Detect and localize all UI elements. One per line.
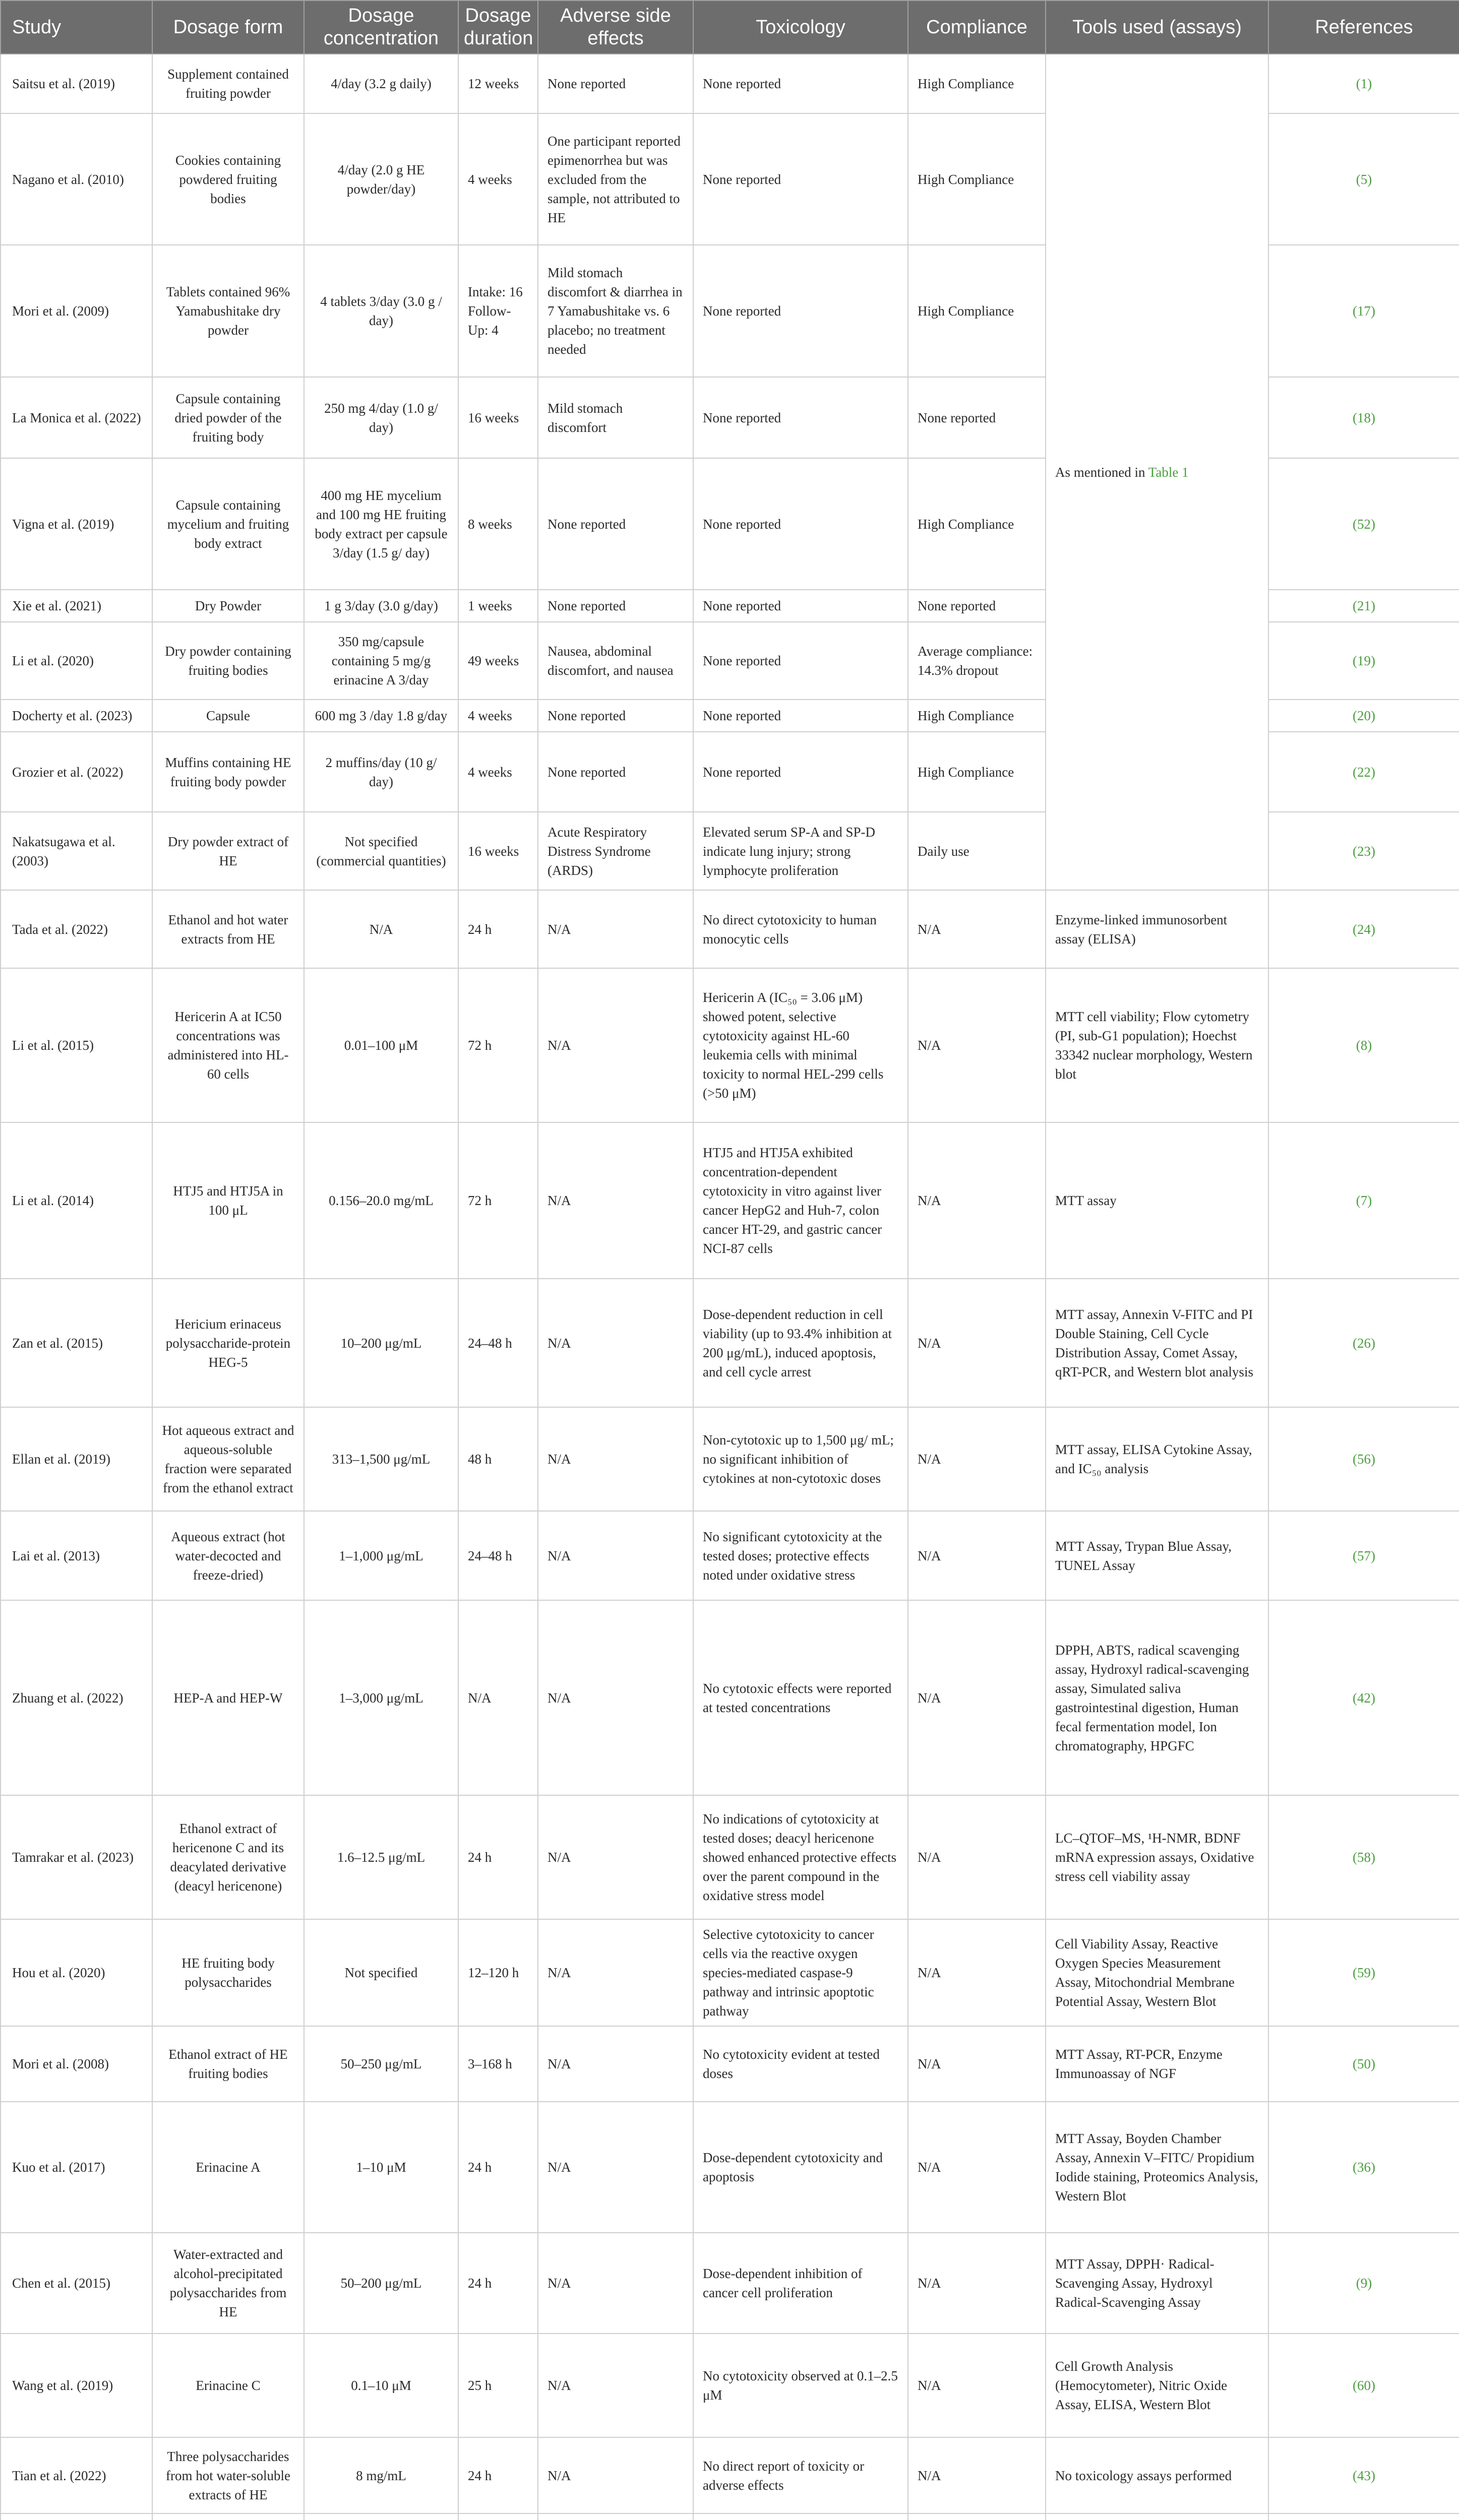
dosage-duration-cell: 24–48 h bbox=[458, 1511, 538, 1600]
toxicology-cell: No cytotoxic effects were reported at tested concentrations bbox=[693, 1600, 908, 1795]
toxicology-cell bbox=[693, 2513, 908, 2520]
study-cell: Xie et al. (2021) bbox=[1, 590, 152, 622]
toxicology-cell: None reported bbox=[693, 700, 908, 732]
dosage-duration-cell: 16 weeks bbox=[458, 812, 538, 890]
toxicology-cell: No cytotoxicity observed at 0.1–2.5 μM bbox=[693, 2334, 908, 2437]
table-row bbox=[1, 2233, 1459, 2334]
dosage-form-cell: HEP-A and HEP-W bbox=[152, 1600, 304, 1795]
adverse-effects-cell: None reported bbox=[538, 458, 693, 590]
study-cell: Li et al. (2015) bbox=[1, 968, 152, 1122]
tools-cell: MTT assay bbox=[1046, 1122, 1268, 1279]
compliance-cell: N/A bbox=[908, 2233, 1046, 2334]
compliance-cell: N/A bbox=[908, 2334, 1046, 2437]
study-cell: Lai et al. (2013) bbox=[1, 1511, 152, 1600]
compliance-cell: Daily use bbox=[908, 812, 1046, 890]
study-cell: Nakatsugawa et al. (2003) bbox=[1, 812, 152, 890]
study-cell: Mori et al. (2008) bbox=[1, 2026, 152, 2102]
header-references: References bbox=[1268, 1, 1459, 54]
dosage-form-cell: Muffins containing HE fruiting body powder bbox=[152, 732, 304, 812]
adverse-effects-cell: N/A bbox=[538, 1795, 693, 1919]
dosage-form-cell: Cookies containing powdered fruiting bodies bbox=[152, 113, 304, 245]
adverse-effects-cell: N/A bbox=[538, 2026, 693, 2102]
study-cell: Wang et al. (2019) bbox=[1, 2334, 152, 2437]
reference-cell: (24) bbox=[1268, 890, 1459, 968]
toxicology-cell: Dose-dependent cytotoxicity and apoptosis bbox=[693, 2102, 908, 2233]
tools-cell: MTT Assay, DPPH· Radical-Scavenging Assay, Hydroxyl Radical-Scavenging Assay bbox=[1046, 2233, 1268, 2334]
header-dosage-concentration: Dosage concentration bbox=[304, 1, 458, 54]
tools-merged-cell bbox=[1046, 54, 1268, 890]
table-row bbox=[1, 54, 1459, 113]
reference-link[interactable]: 19 bbox=[1357, 653, 1371, 668]
dosage-duration-cell: 16 weeks bbox=[458, 377, 538, 458]
toxicology-cell: No significant cytotoxicity at the tested doses; protective effects noted under oxidative stress bbox=[693, 1511, 908, 1600]
toxicology-cell: Dose-dependent reduction in cell viability (up to 93.4% inhibition at 200 μg/mL), induced apoptosis, and cell cycle arrest bbox=[693, 1279, 908, 1407]
study-cell: Zan et al. (2015) bbox=[1, 1279, 152, 1407]
dosage-duration-cell: 12 weeks bbox=[458, 54, 538, 113]
compliance-cell: Average compliance: 14.3% dropout bbox=[908, 622, 1046, 700]
dosage-concentration-cell: 4/day (3.2 g daily) bbox=[304, 54, 458, 113]
compliance-cell: N/A bbox=[908, 1600, 1046, 1795]
dosage-duration-cell: 72 h bbox=[458, 968, 538, 1122]
adverse-effects-cell: N/A bbox=[538, 968, 693, 1122]
toxicology-cell: None reported bbox=[693, 54, 908, 113]
header-row bbox=[1, 1, 1459, 54]
reference-cell: (43) bbox=[1268, 2437, 1459, 2513]
reference-link[interactable]: 23 bbox=[1357, 843, 1371, 859]
dosage-form-cell: Dry Powder bbox=[152, 590, 304, 622]
compliance-cell: N/A bbox=[908, 1279, 1046, 1407]
dosage-duration-cell: 4 weeks bbox=[458, 700, 538, 732]
tools-cell: Enzyme-linked immunosorbent assay (ELISA) bbox=[1046, 890, 1268, 968]
compliance-cell: N/A bbox=[908, 890, 1046, 968]
reference-cell: (20) bbox=[1268, 700, 1459, 732]
header-study: Study bbox=[1, 1, 152, 54]
dosage-concentration-cell: 10–200 μg/mL bbox=[304, 1279, 458, 1407]
dosage-form-cell: Erinacine A bbox=[152, 2102, 304, 2233]
dosage-form-cell: Ethanol and hot water extracts from HE bbox=[152, 890, 304, 968]
tools-cell: MTT Assay, Boyden Chamber Assay, Annexin V–FITC/ Propidium Iodide staining, Proteomics Analysis, Western Blot bbox=[1046, 2102, 1268, 2233]
reference-link[interactable]: 18 bbox=[1357, 410, 1371, 425]
study-cell: Saitsu et al. (2019) bbox=[1, 54, 152, 113]
header-dosage-form: Dosage form bbox=[152, 1, 304, 54]
study-cell: Kuo et al. (2017) bbox=[1, 2102, 152, 2233]
toxicology-cell: None reported bbox=[693, 590, 908, 622]
reference-cell: (60) bbox=[1268, 2334, 1459, 2437]
table-row bbox=[1, 968, 1459, 1122]
table-row bbox=[1, 1279, 1459, 1407]
table-row bbox=[1, 1600, 1459, 1795]
reference-link[interactable]: 5 bbox=[1360, 171, 1368, 187]
reference-link[interactable]: 9 bbox=[1360, 2276, 1368, 2291]
table-row bbox=[1, 2026, 1459, 2102]
reference-cell: (5) bbox=[1268, 113, 1459, 245]
adverse-effects-cell: N/A bbox=[538, 1279, 693, 1407]
reference-link[interactable]: 22 bbox=[1357, 764, 1371, 780]
adverse-effects-cell: N/A bbox=[538, 1122, 693, 1279]
dosage-duration-cell: 3–168 h bbox=[458, 2026, 538, 2102]
dosage-form-cell: Hot aqueous extract and aqueous-soluble fraction were separated from the ethanol extract bbox=[152, 1407, 304, 1511]
adverse-effects-cell: Nausea, abdominal discomfort, and nausea bbox=[538, 622, 693, 700]
dosage-form-cell: HE fruiting body polysaccharides bbox=[152, 1919, 304, 2026]
compliance-cell: N/A bbox=[908, 1122, 1046, 1279]
dosage-duration-cell: N/A bbox=[458, 1600, 538, 1795]
adverse-effects-cell: One participant reported epimenorrhea but was excluded from the sample, not attributed to HE bbox=[538, 113, 693, 245]
study-cell: Nagano et al. (2010) bbox=[1, 113, 152, 245]
table-1-link[interactable]: Table 1 bbox=[1148, 464, 1189, 480]
compliance-cell: N/A bbox=[908, 968, 1046, 1122]
study-cell: La Monica et al. (2022) bbox=[1, 377, 152, 458]
dosage-concentration-cell: 350 mg/capsule containing 5 mg/g erinacine A 3/day bbox=[304, 622, 458, 700]
dosage-duration-cell: 24 h bbox=[458, 1795, 538, 1919]
toxicology-cell: None reported bbox=[693, 245, 908, 377]
reference-cell: (7) bbox=[1268, 1122, 1459, 1279]
dosage-duration-cell: 24 h bbox=[458, 2233, 538, 2334]
reference-cell: (21) bbox=[1268, 590, 1459, 622]
reference-cell: (8) bbox=[1268, 968, 1459, 1122]
reference-cell: (23) bbox=[1268, 812, 1459, 890]
dosage-duration-cell: 4 weeks bbox=[458, 113, 538, 245]
dosage-form-cell: Tablets contained 96% Yamabushitake dry powder bbox=[152, 245, 304, 377]
dosage-duration-cell: Intake: 16 Follow-Up: 4 bbox=[458, 245, 538, 377]
table-row bbox=[1, 2102, 1459, 2233]
tools-cell: MTT cell viability; Flow cytometry (PI, sub-G1 population); Hoechst 33342 nuclear morphology, Western blot bbox=[1046, 968, 1268, 1122]
study-cell: Tada et al. (2022) bbox=[1, 890, 152, 968]
reference-cell: (18) bbox=[1268, 377, 1459, 458]
study-cell: Vigna et al. (2019) bbox=[1, 458, 152, 590]
dosage-form-cell: Hericerin A at IC50 concentrations was administered into HL-60 cells bbox=[152, 968, 304, 1122]
dosage-form-cell: Three polysaccharides from hot water-soluble extracts of HE bbox=[152, 2437, 304, 2513]
tools-cell: MTT Assay, Trypan Blue Assay, TUNEL Assay bbox=[1046, 1511, 1268, 1600]
dosage-concentration-cell: N/A bbox=[304, 890, 458, 968]
study-cell: Tian et al. (2022) bbox=[1, 2437, 152, 2513]
adverse-effects-cell: None reported bbox=[538, 700, 693, 732]
header-tools-used: Tools used (assays) bbox=[1046, 1, 1268, 54]
reference-link[interactable]: 24 bbox=[1357, 921, 1371, 937]
reference-cell: (17) bbox=[1268, 245, 1459, 377]
dosage-concentration-cell bbox=[304, 2513, 458, 2520]
adverse-effects-cell: Mild stomach discomfort & diarrhea in 7 Yamabushitake vs. 6 placebo; no treatment needed bbox=[538, 245, 693, 377]
reference-cell: (9) bbox=[1268, 2233, 1459, 2334]
toxicology-cell: No direct report of toxicity or adverse effects bbox=[693, 2437, 908, 2513]
table-row bbox=[1, 2513, 1459, 2520]
dosage-concentration-cell: 1–10 μM bbox=[304, 2102, 458, 2233]
header-dosage-duration: Dosage duration bbox=[458, 1, 538, 54]
tools-cell: LC–QTOF–MS, ¹H-NMR, BDNF mRNA expression assays, Oxidative stress cell viability assay bbox=[1046, 1795, 1268, 1919]
reference-link[interactable]: 20 bbox=[1357, 708, 1371, 723]
reference-link[interactable]: 58 bbox=[1357, 1850, 1371, 1865]
tools-cell: MTT assay, Annexin V-FITC and PI Double Staining, Cell Cycle Distribution Assay, Comet Assay, qRT-PCR, and Western blot analysis bbox=[1046, 1279, 1268, 1407]
dosage-concentration-cell: 1–3,000 μg/mL bbox=[304, 1600, 458, 1795]
dosage-concentration-cell: 1–1,000 μg/mL bbox=[304, 1511, 458, 1600]
dosage-concentration-cell: Not specified (commercial quantities) bbox=[304, 812, 458, 890]
study-cell: Docherty et al. (2023) bbox=[1, 700, 152, 732]
reference-cell: (26) bbox=[1268, 1279, 1459, 1407]
header-compliance: Compliance bbox=[908, 1, 1046, 54]
reference-cell: (1) bbox=[1268, 54, 1459, 113]
adverse-effects-cell: N/A bbox=[538, 2102, 693, 2233]
reference-link[interactable]: 60 bbox=[1357, 2378, 1371, 2393]
adverse-effects-cell: N/A bbox=[538, 890, 693, 968]
dosage-form-cell: Water-extracted and alcohol-precipitated polysaccharides from HE bbox=[152, 2233, 304, 2334]
table-body bbox=[1, 54, 1459, 2520]
table-row bbox=[1, 890, 1459, 968]
adverse-effects-cell: N/A bbox=[538, 2233, 693, 2334]
dosage-form-cell: Supplement contained fruiting powder bbox=[152, 54, 304, 113]
dosage-form-cell: Ethanol extract of HE fruiting bodies bbox=[152, 2026, 304, 2102]
toxicology-cell: No indications of cytotoxicity at tested doses; deacyl hericenone showed enhanced protective effects over the parent compound in the oxidative stress model bbox=[693, 1795, 908, 1919]
dosage-duration-cell: 1 weeks bbox=[458, 590, 538, 622]
study-cell: Hou et al. (2020) bbox=[1, 1919, 152, 2026]
table-row bbox=[1, 1122, 1459, 1279]
compliance-cell: None reported bbox=[908, 377, 1046, 458]
dosage-form-cell: Erinacine C bbox=[152, 2334, 304, 2437]
dosage-duration-cell: 8 weeks bbox=[458, 458, 538, 590]
dosage-duration-cell bbox=[458, 2513, 538, 2520]
compliance-cell: High Compliance bbox=[908, 54, 1046, 113]
reference-cell: (36) bbox=[1268, 2102, 1459, 2233]
dosage-concentration-cell: Not specified bbox=[304, 1919, 458, 2026]
reference-link[interactable]: 59 bbox=[1357, 1965, 1371, 1980]
dosage-form-cell: Capsule containing dried powder of the fruiting body bbox=[152, 377, 304, 458]
dosage-form-cell: Ethanol extract of hericenone C and its deacylated derivative (deacyl hericenone) bbox=[152, 1795, 304, 1919]
tools-cell: MTT assay, ELISA Cytokine Assay, and IC₅₀ analysis bbox=[1046, 1407, 1268, 1511]
dosage-duration-cell: 25 h bbox=[458, 2334, 538, 2437]
compliance-cell: High Compliance bbox=[908, 700, 1046, 732]
adverse-effects-cell: Acute Respiratory Distress Syndrome (ARDS) bbox=[538, 812, 693, 890]
reference-cell: (22) bbox=[1268, 732, 1459, 812]
study-cell: Grozier et al. (2022) bbox=[1, 732, 152, 812]
study-cell: Tamrakar et al. (2023) bbox=[1, 1795, 152, 1919]
dosage-form-cell: Capsule containing mycelium and fruiting body extract bbox=[152, 458, 304, 590]
dosage-duration-cell: 72 h bbox=[458, 1122, 538, 1279]
reference-link[interactable]: 43 bbox=[1357, 2468, 1371, 2483]
dosage-duration-cell: 24 h bbox=[458, 890, 538, 968]
dosage-form-cell: Aqueous extract (hot water-decocted and freeze-dried) bbox=[152, 1511, 304, 1600]
dosage-concentration-cell: 0.1–10 μM bbox=[304, 2334, 458, 2437]
reference-link[interactable]: 7 bbox=[1360, 1193, 1368, 1208]
compliance-cell bbox=[908, 2513, 1046, 2520]
compliance-cell: N/A bbox=[908, 2437, 1046, 2513]
tools-cell: Cell Viability Assay, Reactive Oxygen Species Measurement Assay, Mitochondrial Membrane Potential Assay, Western Blot bbox=[1046, 1919, 1268, 2026]
study-cell: Li et al. (2020) bbox=[1, 622, 152, 700]
toxicology-cell: None reported bbox=[693, 377, 908, 458]
compliance-cell: N/A bbox=[908, 1795, 1046, 1919]
toxicology-cell: None reported bbox=[693, 622, 908, 700]
dosage-duration-cell: 12–120 h bbox=[458, 1919, 538, 2026]
table-row bbox=[1, 1511, 1459, 1600]
dosage-form-cell bbox=[152, 2513, 304, 2520]
reference-cell bbox=[1268, 2513, 1459, 2520]
dosage-duration-cell: 24–48 h bbox=[458, 1279, 538, 1407]
dosage-concentration-cell: 0.01–100 μM bbox=[304, 968, 458, 1122]
reference-cell: (52) bbox=[1268, 458, 1459, 590]
compliance-cell: High Compliance bbox=[908, 732, 1046, 812]
dosage-concentration-cell: 0.156–20.0 mg/mL bbox=[304, 1122, 458, 1279]
compliance-cell: High Compliance bbox=[908, 113, 1046, 245]
dosage-duration-cell: 48 h bbox=[458, 1407, 538, 1511]
dosage-form-cell: Dry powder extract of HE bbox=[152, 812, 304, 890]
dosage-concentration-cell: 8 mg/mL bbox=[304, 2437, 458, 2513]
adverse-effects-cell: None reported bbox=[538, 54, 693, 113]
compliance-cell: N/A bbox=[908, 2026, 1046, 2102]
dosage-concentration-cell: 50–200 μg/mL bbox=[304, 2233, 458, 2334]
dosage-form-cell: Capsule bbox=[152, 700, 304, 732]
reference-cell: (56) bbox=[1268, 1407, 1459, 1511]
reference-link[interactable]: 36 bbox=[1357, 2160, 1371, 2175]
adverse-effects-cell: None reported bbox=[538, 590, 693, 622]
table-row bbox=[1, 1919, 1459, 2026]
toxicology-cell: Non-cytotoxic up to 1,500 μg/ mL; no significant inhibition of cytokines at non-cytotoxic doses bbox=[693, 1407, 908, 1511]
reference-link[interactable]: 56 bbox=[1357, 1452, 1371, 1467]
compliance-cell: None reported bbox=[908, 590, 1046, 622]
tools-merged-text: As mentioned in bbox=[1055, 464, 1148, 480]
reference-cell: (42) bbox=[1268, 1600, 1459, 1795]
tools-cell: No toxicology assays performed bbox=[1046, 2437, 1268, 2513]
toxicology-cell: Elevated serum SP-A and SP-D indicate lung injury; strong lymphocyte proliferation bbox=[693, 812, 908, 890]
study-cell bbox=[1, 2513, 152, 2520]
study-cell: Ellan et al. (2019) bbox=[1, 1407, 152, 1511]
dosage-duration-cell: 24 h bbox=[458, 2437, 538, 2513]
table-header bbox=[1, 1, 1459, 54]
tools-cell bbox=[1046, 2513, 1268, 2520]
reference-link[interactable]: 21 bbox=[1357, 598, 1371, 613]
toxicology-cell: None reported bbox=[693, 732, 908, 812]
dosage-concentration-cell: 2 muffins/day (10 g/ day) bbox=[304, 732, 458, 812]
table-row bbox=[1, 1795, 1459, 1919]
adverse-effects-cell: Mild stomach discomfort bbox=[538, 377, 693, 458]
reference-cell: (57) bbox=[1268, 1511, 1459, 1600]
dosage-concentration-cell: 4/day (2.0 g HE powder/day) bbox=[304, 113, 458, 245]
adverse-effects-cell: N/A bbox=[538, 2437, 693, 2513]
adverse-effects-cell bbox=[538, 2513, 693, 2520]
dosage-concentration-cell: 250 mg 4/day (1.0 g/ day) bbox=[304, 377, 458, 458]
dosage-form-cell: Dry powder containing fruiting bodies bbox=[152, 622, 304, 700]
toxicology-cell: No cytotoxicity evident at tested doses bbox=[693, 2026, 908, 2102]
dosage-form-cell: Hericium erinaceus polysaccharide-protein HEG-5 bbox=[152, 1279, 304, 1407]
dosage-concentration-cell: 1 g 3/day (3.0 g/day) bbox=[304, 590, 458, 622]
toxicology-cell: Dose-dependent inhibition of cancer cell proliferation bbox=[693, 2233, 908, 2334]
compliance-cell: N/A bbox=[908, 1407, 1046, 1511]
header-toxicology: Toxicology bbox=[693, 1, 908, 54]
dosage-concentration-cell: 50–250 μg/mL bbox=[304, 2026, 458, 2102]
study-cell: Li et al. (2014) bbox=[1, 1122, 152, 1279]
dosage-form-cell: HTJ5 and HTJ5A in 100 μL bbox=[152, 1122, 304, 1279]
reference-cell: (58) bbox=[1268, 1795, 1459, 1919]
compliance-cell: High Compliance bbox=[908, 245, 1046, 377]
compliance-cell: N/A bbox=[908, 2102, 1046, 2233]
table-row bbox=[1, 1407, 1459, 1511]
reference-link[interactable]: 8 bbox=[1360, 1038, 1368, 1053]
adverse-effects-cell: N/A bbox=[538, 1600, 693, 1795]
dosage-concentration-cell: 4 tablets 3/day (3.0 g / day) bbox=[304, 245, 458, 377]
dosage-concentration-cell: 1.6–12.5 μg/mL bbox=[304, 1795, 458, 1919]
adverse-effects-cell: N/A bbox=[538, 1919, 693, 2026]
toxicology-cell: HTJ5 and HTJ5A exhibited concentration-dependent cytotoxicity in vitro against liver cancer HepG2 and Huh-7, colon cancer HT-29, and gastric cancer NCI-87 cells bbox=[693, 1122, 908, 1279]
reference-link[interactable]: 42 bbox=[1357, 1690, 1371, 1706]
dosage-duration-cell: 49 weeks bbox=[458, 622, 538, 700]
dosage-duration-cell: 24 h bbox=[458, 2102, 538, 2233]
compliance-cell: N/A bbox=[908, 1511, 1046, 1600]
table-row bbox=[1, 2334, 1459, 2437]
adverse-effects-cell: N/A bbox=[538, 1511, 693, 1600]
toxicology-cell: None reported bbox=[693, 458, 908, 590]
reference-cell: (50) bbox=[1268, 2026, 1459, 2102]
compliance-cell: High Compliance bbox=[908, 458, 1046, 590]
reference-link[interactable]: 50 bbox=[1357, 2056, 1371, 2071]
header-adverse-side-effects: Adverse side effects bbox=[538, 1, 693, 54]
adverse-effects-cell: N/A bbox=[538, 2334, 693, 2437]
dosage-concentration-cell: 313–1,500 μg/mL bbox=[304, 1407, 458, 1511]
reference-link[interactable]: 26 bbox=[1357, 1335, 1371, 1351]
reference-cell: (19) bbox=[1268, 622, 1459, 700]
tools-cell: DPPH, ABTS, radical scavenging assay, Hydroxyl radical-scavenging assay, Simulated saliva gastrointestinal digestion, Human fecal fermentation model, Ion chromatography, HPGFC bbox=[1046, 1600, 1268, 1795]
dosage-concentration-cell: 400 mg HE mycelium and 100 mg HE fruiting body extract per capsule 3/day (1.5 g/ day) bbox=[304, 458, 458, 590]
adverse-effects-cell: N/A bbox=[538, 1407, 693, 1511]
toxicology-cell: Selective cytotoxicity to cancer cells via the reactive oxygen species-mediated caspase-9 pathway and intrinsic apoptotic pathway bbox=[693, 1919, 908, 2026]
toxicology-cell: Hericerin A (IC₅₀ = 3.06 μM) showed potent, selective cytotoxicity against HL-60 leukemia cells with minimal toxicity to normal HEL-299 cells (>50 μM) bbox=[693, 968, 908, 1122]
reference-link[interactable]: 57 bbox=[1357, 1548, 1371, 1563]
toxicology-cell: None reported bbox=[693, 113, 908, 245]
table-row bbox=[1, 2437, 1459, 2513]
study-cell: Chen et al. (2015) bbox=[1, 2233, 152, 2334]
dosage-concentration-cell: 600 mg 3 /day 1.8 g/day bbox=[304, 700, 458, 732]
reference-cell: (59) bbox=[1268, 1919, 1459, 2026]
tools-cell: MTT Assay, RT-PCR, Enzyme Immunoassay of NGF bbox=[1046, 2026, 1268, 2102]
reference-link[interactable]: 17 bbox=[1357, 303, 1371, 319]
tools-cell: Cell Growth Analysis (Hemocytometer), Nitric Oxide Assay, ELISA, Western Blot bbox=[1046, 2334, 1268, 2437]
study-cell: Mori et al. (2009) bbox=[1, 245, 152, 377]
reference-link[interactable]: 1 bbox=[1360, 76, 1368, 91]
toxicology-cell: No direct cytotoxicity to human monocytic cells bbox=[693, 890, 908, 968]
study-cell: Zhuang et al. (2022) bbox=[1, 1600, 152, 1795]
dosage-duration-cell: 4 weeks bbox=[458, 732, 538, 812]
compliance-cell: N/A bbox=[908, 1919, 1046, 2026]
reference-link[interactable]: 52 bbox=[1357, 516, 1371, 532]
adverse-effects-cell: None reported bbox=[538, 732, 693, 812]
